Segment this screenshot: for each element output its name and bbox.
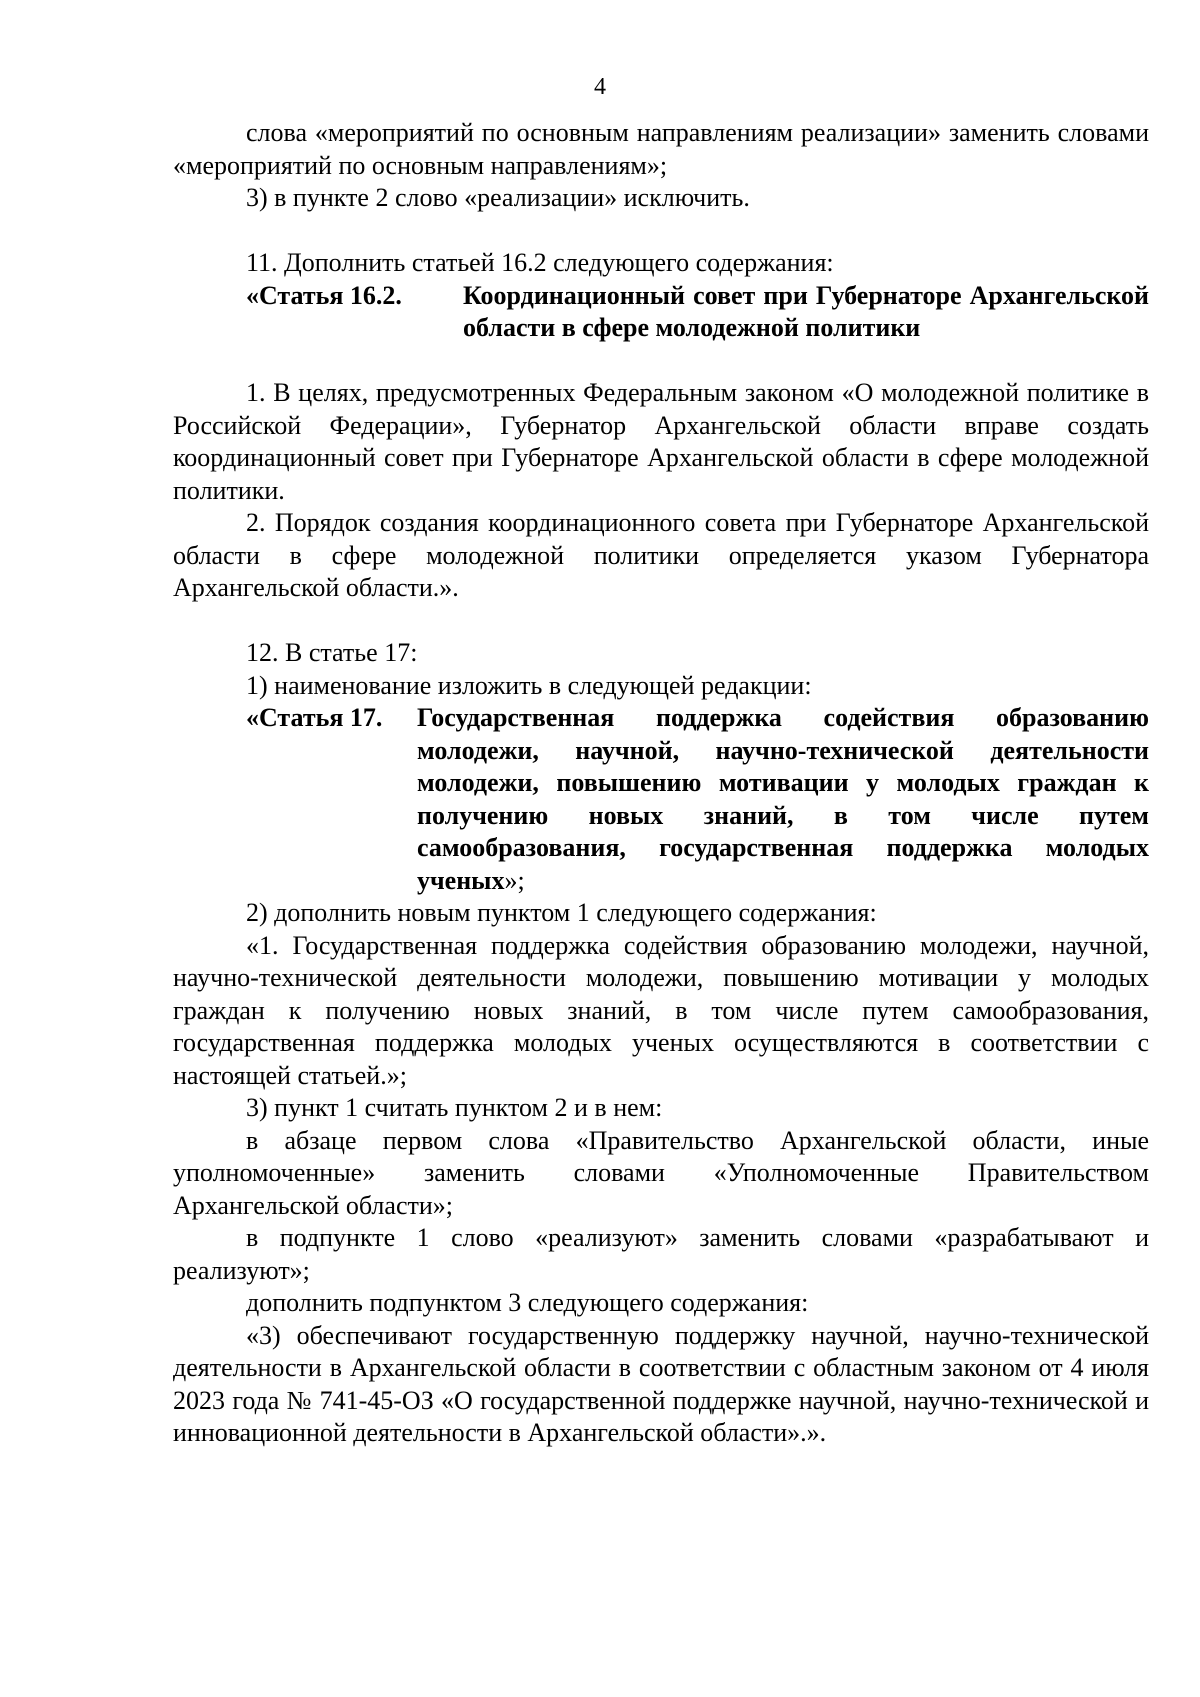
paragraph: 3) в пункте 2 слово «реализации» исключить. bbox=[246, 183, 750, 212]
paragraph-gap bbox=[173, 605, 1149, 638]
paragraph-gap bbox=[173, 215, 1149, 248]
article-16-2-title: Координационный совет при Губернаторе Архангельской области в сфере молодежной политики bbox=[463, 280, 1149, 342]
paragraph: 3) пункт 1 считать пунктом 2 и в нем: bbox=[246, 1093, 663, 1122]
paragraph: в абзаце первом слова «Правительство Архангельской области, иные уполномоченные» заменить словами «Уполномоченные Правительством Архангельской области»; bbox=[173, 1125, 1149, 1220]
paragraph: дополнить подпунктом 3 следующего содержания: bbox=[246, 1288, 809, 1317]
article-17-title-text: Государственная поддержка содействия образованию молодежи, научной, научно-технической деятельности молодежи, повышению мотивации у молодых граждан к получению новых знаний, в том числе путем самообразования, государственная поддержка молодых ученых bbox=[417, 703, 1149, 895]
paragraph-gap bbox=[173, 345, 1149, 378]
paragraph-group-b bbox=[173, 377, 1149, 605]
article-17-heading bbox=[246, 702, 1149, 897]
paragraph: 2. Порядок создания координационного совета при Губернаторе Архангельской области в сфере молодежной политики определяется указом Губернатора Архангельской области.». bbox=[173, 508, 1149, 602]
paragraph: «1. Государственная поддержка содействия образованию молодежи, научной, научно-технической деятельности молодежи, повышению мотивации у молодых граждан к получению новых знаний, в том числе путем самообразования, государственная поддержка молодых ученых осуществляются в соответствии с настоящей статьей.»; bbox=[173, 930, 1149, 1090]
paragraph-group-c bbox=[173, 897, 1149, 1450]
article-17-number: «Статья 17. bbox=[246, 703, 383, 732]
paragraph: слова «мероприятий по основным направлениям реализации» заменить словами «мероприятий по основным направлениям»; bbox=[173, 118, 1149, 180]
article-16-2-number: «Статья 16.2. bbox=[246, 280, 402, 310]
paragraph: 1. В целях, предусмотренных Федеральным законом «О молодежной политике в Российской Федерации», Губернатор Архангельской области вправе создать координационный совет при Губернаторе Архангельской области в сфере молодежной политики. bbox=[173, 378, 1149, 505]
page-number: 4 bbox=[594, 74, 606, 100]
document-body bbox=[173, 117, 1149, 1450]
article-17-title bbox=[417, 702, 1149, 897]
item-12: 12. В статье 17: bbox=[246, 638, 418, 667]
article-17-title-suffix: »; bbox=[504, 865, 525, 895]
item-11: 11. Дополнить статьей 16.2 следующего содержания: bbox=[246, 248, 834, 277]
paragraph: «3) обеспечивают государственную поддержку научной, научно-технической деятельности в Архангельской области в соответствии с областным законом от 4 июля 2023 года № 741-45-ОЗ «О государственной поддержке научной, научно-технической и инновационной деятельности в Архангельской области».». bbox=[173, 1320, 1149, 1447]
paragraph: 2) дополнить новым пунктом 1 следующего содержания: bbox=[246, 898, 877, 927]
paragraph: в подпункте 1 слово «реализуют» заменить словами «разрабатывают и реализуют»; bbox=[173, 1223, 1149, 1285]
paragraph-group-a bbox=[173, 117, 1149, 215]
item-12-sub-1: 1) наименование изложить в следующей редакции: bbox=[246, 670, 812, 700]
article-16-2-heading bbox=[246, 280, 1149, 345]
